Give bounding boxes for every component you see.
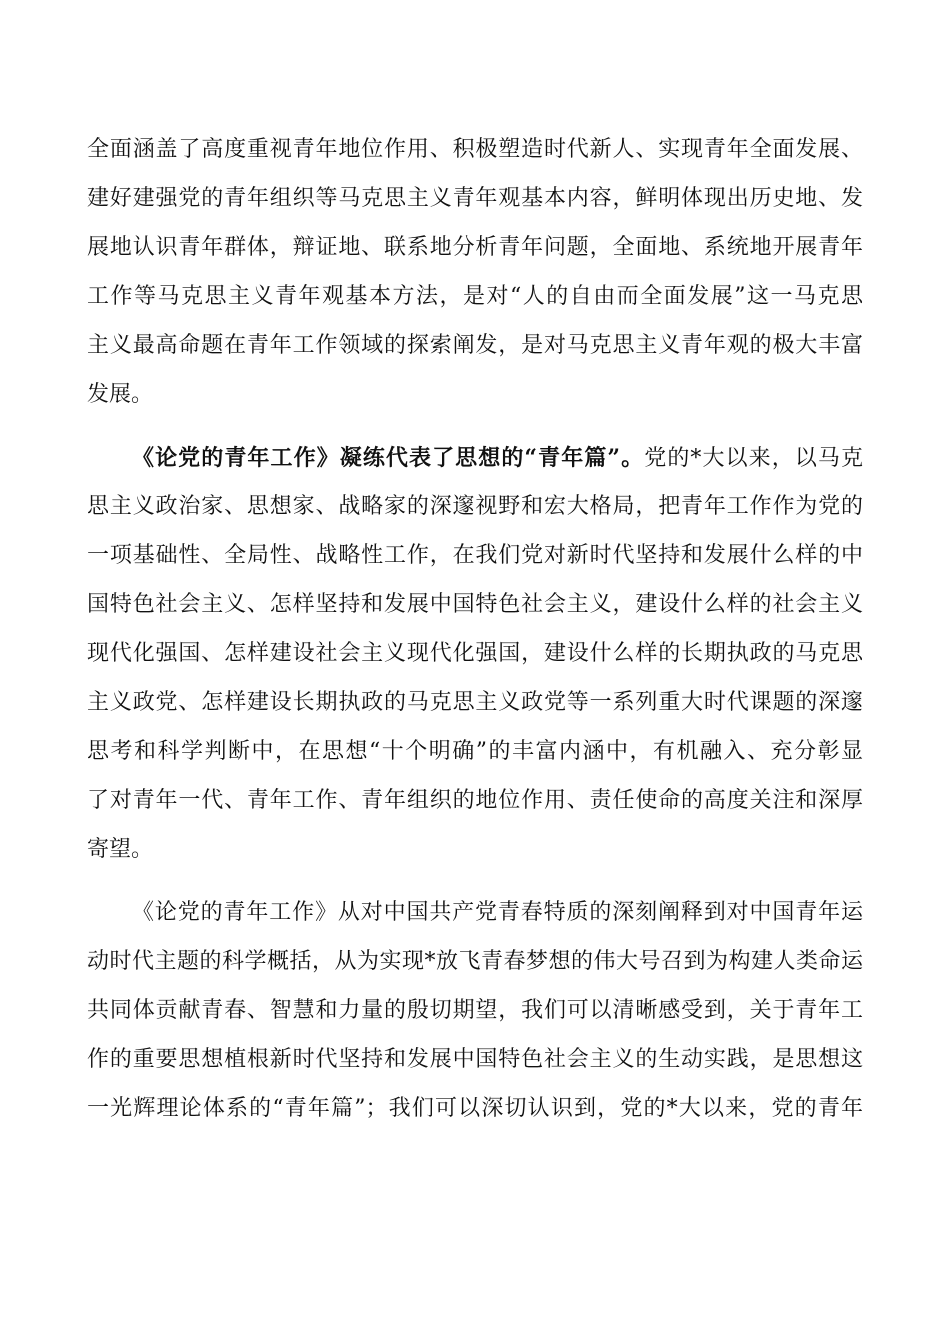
paragraph-lead-line: 《论党的青年工作》从对中国共产党青春特质的深刻阐释到对中国青年运 [132, 900, 863, 925]
text-line: 国特色社会主义、怎样坚持和发展中国特色社会主义，建设什么样的社会主义 [87, 592, 863, 617]
bold-heading-phrase: 《论党的青年工作》凝练代表了思想的“青年篇”。 [132, 445, 645, 471]
text-line: 思考和科学判断中，在思想“十个明确”的丰富内涵中，有机融入、充分彰显 [87, 739, 863, 764]
text-line: 发展。 [87, 382, 154, 407]
text-line: 现代化强国、怎样建设社会主义现代化强国，建设什么样的长期执政的马克思 [87, 641, 863, 666]
text-line: 展地认识青年群体，辩证地、联系地分析青年问题，全面地、系统地开展青年 [87, 235, 863, 260]
text-line: 了对青年一代、青年工作、青年组织的地位作用、责任使命的高度关注和深厚 [87, 788, 863, 813]
text-line: 一光辉理论体系的“青年篇”；我们可以深切认识到，党的*大以来，党的青年 [87, 1096, 863, 1121]
text-line: 共同体贡献青春、智慧和力量的殷切期望，我们可以清晰感受到，关于青年工 [87, 998, 863, 1023]
text-line: 作的重要思想植根新时代坚持和发展中国特色社会主义的生动实践，是思想这 [87, 1047, 863, 1072]
text-run: 党的*大以来，以马克 [644, 446, 863, 471]
text-line: 建好建强党的青年组织等马克思主义青年观基本内容，鲜明体现出历史地、发 [87, 186, 863, 211]
text-line: 一项基础性、全局性、战略性工作，在我们党对新时代坚持和发展什么样的中 [87, 543, 863, 568]
text-line: 工作等马克思主义青年观基本方法，是对“人的自由而全面发展”这一马克思 [87, 284, 863, 309]
paragraph-lead-line [132, 438, 863, 478]
text-line: 寄望。 [87, 837, 154, 862]
text-line: 主义政党、怎样建设长期执政的马克思主义政党等一系列重大时代课题的深邃 [87, 690, 863, 715]
text-line: 全面涵盖了高度重视青年地位作用、积极塑造时代新人、实现青年全面发展、 [87, 137, 863, 162]
text-line: 主义最高命题在青年工作领域的探索阐发，是对马克思主义青年观的极大丰富 [87, 333, 863, 358]
text-line: 动时代主题的科学概括，从为实现*放飞青春梦想的伟大号召到为构建人类命运 [87, 949, 863, 974]
text-line: 思主义政治家、思想家、战略家的深邃视野和宏大格局，把青年工作作为党的 [87, 494, 863, 519]
